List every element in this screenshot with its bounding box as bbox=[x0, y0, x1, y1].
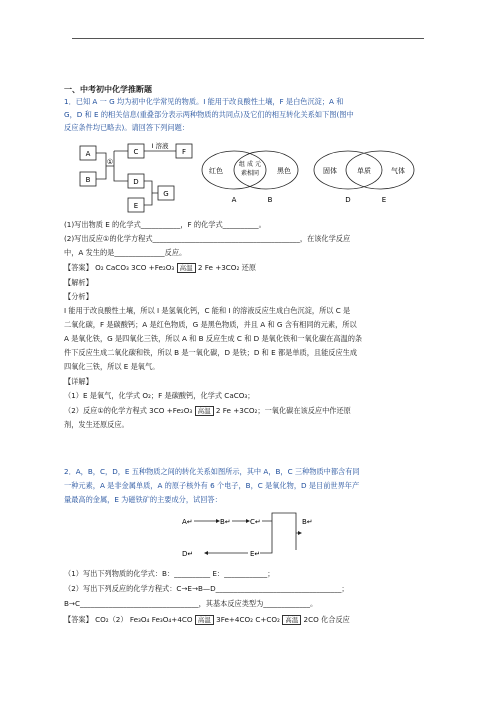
q1-question-2b: 中，A 发生的是______________反应。 bbox=[64, 248, 187, 257]
q2-answer-b: 3Fe+4CO₂ C+CO₂ bbox=[216, 615, 280, 624]
venn2-right: 气体 bbox=[391, 167, 405, 175]
q2-gaowen-1: 高温 bbox=[195, 615, 214, 625]
fenxi-tag: 【分析】 bbox=[64, 292, 93, 301]
q2-answer-line bbox=[64, 615, 350, 625]
q1-answer-line bbox=[64, 263, 256, 273]
venn2-left: 固体 bbox=[323, 167, 337, 175]
q1-question-1: (1)写出物质 E 的化学式___________，F 的化学式__________。 bbox=[64, 220, 266, 229]
q2-flow-diagram bbox=[180, 510, 330, 560]
q1-flow-diagram bbox=[76, 138, 196, 216]
detail-line-3: 剂，发生还原反应。 bbox=[64, 420, 129, 429]
answer-text: O₂ CaCO₃ 3CO +Fe₂O₃ bbox=[95, 263, 175, 272]
label-d: D bbox=[133, 178, 139, 186]
fenxi-line-4: 件下反应生成二氧化碳和铁，所以 B 是一氧化碳，D 是铁；D 和 E 都是单质，且能反应生成 bbox=[64, 348, 358, 357]
q2-label-a: A↵ bbox=[182, 518, 193, 526]
detail-line-1: （1）E 是氧气，化学式 O₂；F 是碳酸钙，化学式 CaCO₃； bbox=[64, 391, 255, 400]
label-a: A bbox=[85, 150, 91, 158]
venn1-right: 黑色 bbox=[277, 167, 291, 175]
q2-label-d: D↵ bbox=[182, 550, 194, 558]
fenxi-line-2: 二氧化碳，F 是碳酸钙；A 是红色物质，G 是黑色物质，并且 A 和 G 含有相同的元素，所以 bbox=[64, 320, 357, 329]
circled-one: ① bbox=[106, 158, 114, 166]
gaowen-condition-2: 高温 bbox=[195, 406, 214, 416]
venn1-middle-1: 组成元 bbox=[239, 161, 261, 168]
detail-line-2 bbox=[64, 406, 351, 416]
venn1-label-a: A bbox=[231, 196, 237, 204]
q2-label-c: C↵ bbox=[250, 518, 261, 526]
venn2-label-d: D bbox=[345, 196, 351, 204]
answer-tag: 【答案】 bbox=[64, 263, 93, 272]
label-b: B bbox=[85, 176, 91, 184]
analysis-tag: 【解析】 bbox=[64, 278, 93, 287]
venn-a-b bbox=[198, 146, 302, 208]
venn-d-e bbox=[308, 146, 420, 208]
q2-answer-tag: 【答案】 bbox=[64, 615, 93, 624]
q2-gaowen-2: 高温 bbox=[282, 615, 301, 625]
q2-answer-c: 2CO 化合反应 bbox=[303, 615, 350, 624]
over-arrow-label: I 溶液 bbox=[151, 142, 169, 150]
q2-stem-line-1: 2．A，B，C，D，E 五种物质之间的转化关系如图所示，其中 A，B，C 三种物质中都含有同 bbox=[64, 467, 360, 476]
q2-stem-line-3: 量最高的金属，E 为磁铁矿的主要成分，试回答： bbox=[64, 495, 222, 504]
detail-2a: （2）反应①的化学方程式 3CO +Fe₂O₃ bbox=[64, 406, 193, 415]
label-c: C bbox=[133, 148, 139, 156]
venn2-middle: 单质 bbox=[357, 167, 371, 175]
label-g: G bbox=[163, 190, 169, 198]
q2-question-3: B→C_________________________________，其基本反应类型为_____________。 bbox=[64, 599, 318, 608]
label-f: F bbox=[181, 148, 187, 156]
q2-question-2: （2）写出下列反应的化学方程式：C→E→B—D___________________________________； bbox=[64, 584, 349, 593]
q2-stem-line-2: 一种元素，A 是非金属单质，A 的原子核外有 6 个电子，B，C 是氧化物，D 是目前世界年产 bbox=[64, 481, 360, 490]
gaowen-condition: 高温 bbox=[177, 263, 196, 273]
fenxi-line-3: A 是氧化铁，G 是四氧化三铁，所以 A 和 B 反应生成 C 和 D 是氧化铁和一氧化碳在高温的条 bbox=[64, 334, 363, 343]
q2-question-1: （1）写出下列物质的化学式：B：__________ E：____________； bbox=[64, 569, 275, 578]
venn1-label-b: B bbox=[267, 196, 273, 204]
label-e: E bbox=[133, 202, 139, 210]
q1-stem-line-3: 反应条件均已略去)。请回答下列问题： bbox=[64, 123, 189, 132]
q1-stem-line-1: 1．已知 A 一 G 均为初中化学常见的物质。I 能用于改良酸性土壤，F 是白色沉淀；A 和 bbox=[64, 97, 344, 106]
answer-tail: 2 Fe +3CO₂ 还原 bbox=[197, 263, 257, 272]
q1-stem-line-2: G，D 和 E 的相关信息(重叠部分表示两种物质的共同点)及它们的相互转化关系如下图(图中 bbox=[64, 110, 354, 119]
fenxi-line-5: 四氧化三铁，所以 E 是氧气。 bbox=[64, 362, 160, 371]
q2-label-b2: B↵ bbox=[302, 518, 313, 526]
q1-question-2: (2)写出反应①的化学方程式_________________________________________，在该化学反应 bbox=[64, 234, 351, 243]
venn1-middle-2: 素相同 bbox=[240, 170, 260, 177]
detail-tag: 【详解】 bbox=[64, 377, 93, 386]
venn2-label-e: E bbox=[381, 196, 387, 204]
fenxi-line-1: I 能用于改良酸性土壤，所以 I 是氢氧化钙，C 能和 I 的溶液反应生成白色沉淀，所以 C 是 bbox=[64, 306, 351, 315]
header-rule bbox=[72, 38, 424, 39]
q2-label-e: E↵ bbox=[250, 550, 261, 558]
venn1-left: 红色 bbox=[209, 167, 223, 175]
q2-label-b: B↵ bbox=[220, 518, 231, 526]
detail-2b: 2 Fe +3CO₂；一氧化碳在该反应中作还原 bbox=[215, 406, 351, 415]
q2-answer-a: CO₂（2） Fe₃O₄ Fe₃O₄+4CO bbox=[95, 615, 193, 624]
section-title: 一、中考初中化学推断题 bbox=[64, 85, 152, 94]
